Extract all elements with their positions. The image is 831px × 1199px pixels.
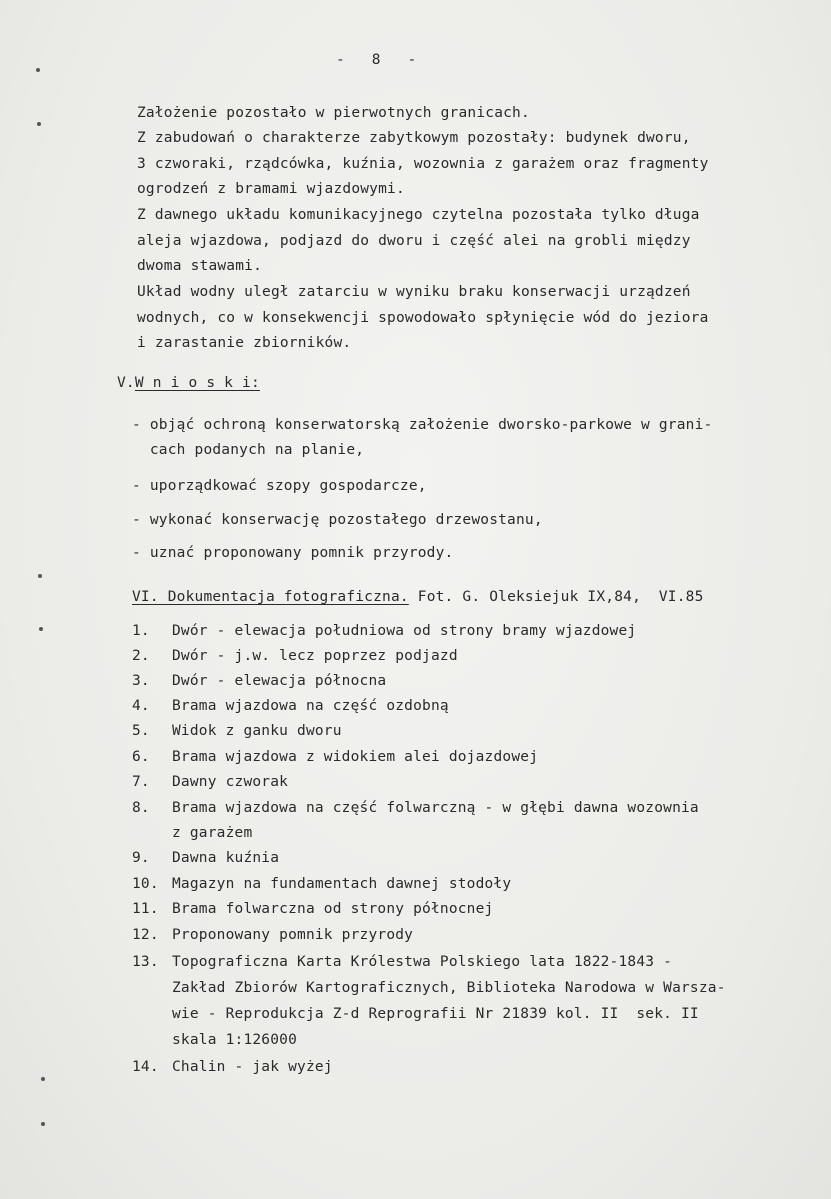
photo-item [132, 875, 511, 893]
item-text: Dwór - elewacja południowa od strony bramy wjazdowej [172, 623, 637, 639]
item-text: wie - Reprodukcja Z-d Reprografii Nr 21839 kol. II sek. II [172, 1006, 699, 1022]
page-number: - 8 - [336, 52, 417, 68]
photo-item [132, 722, 342, 740]
item-text: Brama wjazdowa na część ozdobną [172, 698, 449, 714]
body-line: Układ wodny uległ zatarciu w wyniku braku konserwacji urządzeń [137, 284, 691, 300]
photo-item [132, 824, 252, 842]
item-text: Topograficzna Karta Królestwa Polskiego lata 1822-1843 - [172, 954, 673, 970]
item-number: 1. [132, 623, 150, 639]
item-text: Dwór - j.w. lecz poprzez podjazd [172, 648, 458, 664]
photo-item [132, 697, 449, 715]
section-title: VI. Dokumentacja fotograficzna. [132, 589, 409, 605]
photo-item [132, 1031, 297, 1049]
conclusion-item: - objąć ochroną konserwatorską założenie dworsko-parkowe w grani- [132, 417, 713, 433]
body-line: Z zabudowań o charakterze zabytkowym pozostały: budynek dworu, [137, 130, 691, 146]
body-line: 3 czworaki, rządcówka, kuźnia, wozownia z garażem oraz fragmenty [137, 156, 709, 172]
item-number: 13. [132, 954, 159, 970]
item-text: Dwór - elewacja północna [172, 673, 387, 689]
item-number: 14. [132, 1059, 159, 1075]
margin-mark [39, 627, 43, 631]
item-text: Brama folwarczna od strony północnej [172, 901, 494, 917]
item-text: Chalin - jak wyżej [172, 1059, 333, 1075]
body-line: ogrodzeń z bramami wjazdowymi. [137, 181, 405, 197]
photo-item [132, 773, 288, 791]
item-number: 3. [132, 673, 150, 689]
margin-mark [41, 1077, 45, 1081]
photo-item [132, 672, 386, 690]
item-text: Magazyn na fundamentach dawnej stodoły [172, 876, 512, 892]
photo-item [132, 1058, 333, 1076]
conclusion-item: - uznać proponowany pomnik przyrody. [132, 545, 454, 561]
body-line: wodnych, co w konsekwencji spowodowało spłynięcie wód do jeziora [137, 310, 709, 326]
section-heading-v [117, 374, 260, 392]
photo-item [132, 979, 726, 997]
photo-item [132, 622, 636, 640]
item-number: 12. [132, 927, 159, 943]
margin-mark [41, 1122, 45, 1126]
margin-mark [36, 68, 40, 72]
item-text: Dawna kuźnia [172, 850, 280, 866]
section-number: V. [117, 375, 135, 391]
item-number: 7. [132, 774, 150, 790]
item-number: 2. [132, 648, 150, 664]
body-line: Założenie pozostało w pierwotnych granicach. [137, 105, 530, 121]
item-number: 8. [132, 800, 150, 816]
photo-item [132, 799, 699, 817]
conclusion-item: - uporządkować szopy gospodarcze, [132, 478, 427, 494]
body-line: i zarastanie zbiorników. [137, 335, 352, 351]
section-heading-vi [132, 588, 704, 606]
conclusion-item: - wykonać konserwację pozostałego drzewostanu, [132, 512, 543, 528]
conclusion-item: cach podanych na planie, [132, 442, 365, 458]
margin-mark [38, 574, 42, 578]
item-text: skala 1:126000 [172, 1032, 298, 1048]
photo-credit: Fot. G. Oleksiejuk IX,84, VI.85 [417, 589, 704, 605]
item-text: Zakład Zbiorów Kartograficznych, Biblioteka Narodowa w Warsza- [172, 980, 726, 996]
item-number: 4. [132, 698, 150, 714]
item-number: 6. [132, 749, 150, 765]
photo-item [132, 849, 279, 867]
photo-item [132, 1005, 699, 1023]
photo-item [132, 926, 413, 944]
photo-item [132, 953, 672, 971]
body-line: dwoma stawami. [137, 258, 263, 274]
item-text: Proponowany pomnik przyrody [172, 927, 414, 943]
item-text: Dawny czworak [172, 774, 289, 790]
margin-mark [37, 122, 41, 126]
item-number: 11. [132, 901, 159, 917]
item-number: 5. [132, 723, 150, 739]
section-title: W n i o s k i: [134, 375, 260, 391]
item-text: Widok z ganku dworu [172, 723, 342, 739]
item-text: Brama wjazdowa z widokiem alei dojazdowej [172, 749, 539, 765]
photo-item [132, 647, 458, 665]
photo-item [132, 900, 493, 918]
body-line: aleja wjazdowa, podjazd do dworu i część alei na grobli między [137, 233, 691, 249]
item-text: Brama wjazdowa na część folwarczną - w głębi dawna wozownia [172, 800, 699, 816]
item-number: 10. [132, 876, 159, 892]
body-line: Z dawnego układu komunikacyjnego czytelna pozostała tylko długa [137, 207, 700, 223]
item-text: z garażem [172, 825, 253, 841]
photo-item [132, 748, 538, 766]
item-number: 9. [132, 850, 150, 866]
